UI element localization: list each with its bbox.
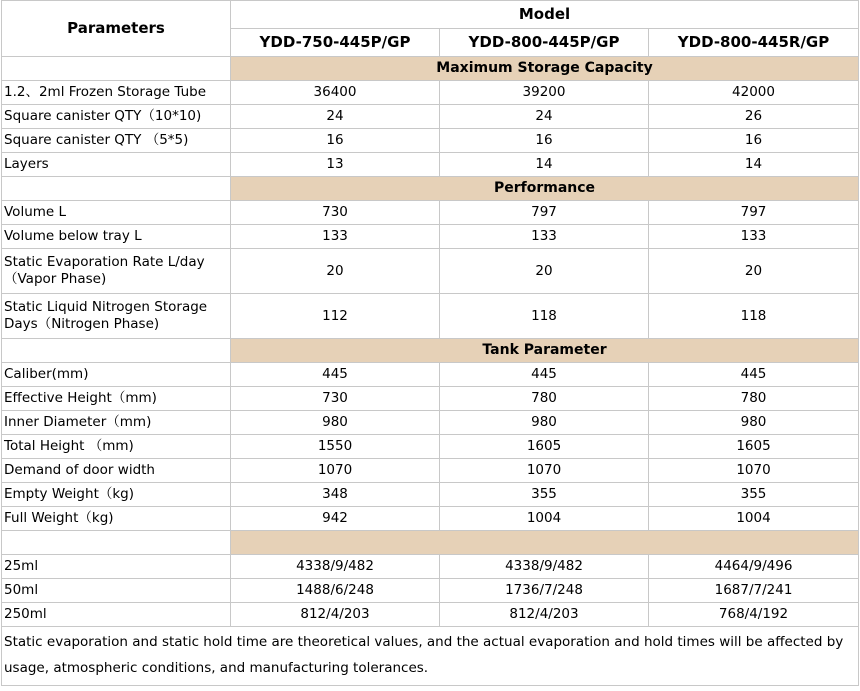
row-value: 4338/9/482	[440, 555, 649, 579]
model-name: YDD-800-445R/GP	[649, 29, 859, 57]
row-value: 355	[440, 483, 649, 507]
row-label: 25ml	[2, 555, 231, 579]
row-label: Square canister QTY （5*5)	[2, 129, 231, 153]
row-label: Static Evaporation Rate L/day（Vapor Phase)	[2, 249, 231, 294]
row-value: 133	[649, 225, 859, 249]
row-value: 730	[231, 201, 440, 225]
footnote-row	[2, 627, 859, 686]
table-row	[2, 507, 859, 531]
row-value: 13	[231, 153, 440, 177]
row-value: 980	[231, 411, 440, 435]
row-label: Inner Diameter（mm)	[2, 411, 231, 435]
table-row	[2, 387, 859, 411]
row-label: Empty Weight（kg)	[2, 483, 231, 507]
table-row	[2, 483, 859, 507]
row-value: 118	[649, 294, 859, 339]
row-value: 812/4/203	[231, 603, 440, 627]
table-row	[2, 81, 859, 105]
row-label: Layers	[2, 153, 231, 177]
row-value: 780	[440, 387, 649, 411]
section-spacer	[2, 339, 231, 363]
table-row	[2, 363, 859, 387]
table-row	[2, 294, 859, 339]
row-value: 1004	[440, 507, 649, 531]
row-value: 980	[440, 411, 649, 435]
row-label: 50ml	[2, 579, 231, 603]
row-value: 39200	[440, 81, 649, 105]
row-value: 797	[649, 201, 859, 225]
row-label: Volume L	[2, 201, 231, 225]
row-value: 1550	[231, 435, 440, 459]
table-row	[2, 435, 859, 459]
row-value: 1605	[649, 435, 859, 459]
row-value: 445	[440, 363, 649, 387]
section-row-tank	[2, 339, 859, 363]
row-label: Caliber(mm)	[2, 363, 231, 387]
row-label: Static Liquid Nitrogen Storage Days（Nitrogen Phase)	[2, 294, 231, 339]
row-value: 812/4/203	[440, 603, 649, 627]
row-value: 355	[649, 483, 859, 507]
section-spacer	[2, 177, 231, 201]
row-value: 4464/9/496	[649, 555, 859, 579]
row-value: 26	[649, 105, 859, 129]
table-row	[2, 153, 859, 177]
row-label: Demand of door width	[2, 459, 231, 483]
section-spacer	[2, 531, 231, 555]
row-value: 768/4/192	[649, 603, 859, 627]
table-row	[2, 129, 859, 153]
row-value: 780	[649, 387, 859, 411]
row-value: 24	[231, 105, 440, 129]
row-value: 20	[649, 249, 859, 294]
section-title-untitled	[231, 531, 859, 555]
section-spacer	[2, 57, 231, 81]
row-value: 1605	[440, 435, 649, 459]
row-value: 445	[649, 363, 859, 387]
row-value: 24	[440, 105, 649, 129]
row-value: 36400	[231, 81, 440, 105]
section-title-performance: Performance	[231, 177, 859, 201]
row-value: 112	[231, 294, 440, 339]
row-value: 730	[231, 387, 440, 411]
section-row-capacity	[2, 57, 859, 81]
row-value: 1070	[231, 459, 440, 483]
row-value: 4338/9/482	[231, 555, 440, 579]
spec-table	[1, 0, 859, 686]
model-name: YDD-800-445P/GP	[440, 29, 649, 57]
model-header: Model	[231, 1, 859, 29]
spec-table-body	[2, 1, 859, 686]
section-title-capacity: Maximum Storage Capacity	[231, 57, 859, 81]
row-label: 1.2、2ml Frozen Storage Tube	[2, 81, 231, 105]
section-title-tank: Tank Parameter	[231, 339, 859, 363]
row-value: 942	[231, 507, 440, 531]
row-label: 250ml	[2, 603, 231, 627]
row-value: 1687/7/241	[649, 579, 859, 603]
row-label: Volume below tray L	[2, 225, 231, 249]
row-value: 1736/7/248	[440, 579, 649, 603]
row-label: Full Weight（kg)	[2, 507, 231, 531]
row-value: 348	[231, 483, 440, 507]
table-row	[2, 579, 859, 603]
row-value: 797	[440, 201, 649, 225]
row-value: 1070	[440, 459, 649, 483]
table-row	[2, 603, 859, 627]
model-name: YDD-750-445P/GP	[231, 29, 440, 57]
row-value: 118	[440, 294, 649, 339]
row-value: 16	[231, 129, 440, 153]
header-row-1	[2, 1, 859, 29]
row-label: Total Height （mm)	[2, 435, 231, 459]
footnote: Static evaporation and static hold time are theoretical values, and the actual evaporation and hold times will be affected by usage, atmospheric conditions, and manufacturing tolerances.	[2, 627, 859, 686]
row-label: Effective Height（mm)	[2, 387, 231, 411]
row-value: 133	[440, 225, 649, 249]
section-row-performance	[2, 177, 859, 201]
row-value: 1004	[649, 507, 859, 531]
row-value: 14	[649, 153, 859, 177]
row-value: 20	[440, 249, 649, 294]
row-value: 1488/6/248	[231, 579, 440, 603]
table-row	[2, 555, 859, 579]
parameters-header: Parameters	[2, 1, 231, 57]
row-value: 133	[231, 225, 440, 249]
row-label: Square canister QTY（10*10)	[2, 105, 231, 129]
row-value: 445	[231, 363, 440, 387]
table-row	[2, 249, 859, 294]
row-value: 1070	[649, 459, 859, 483]
table-row	[2, 459, 859, 483]
table-row	[2, 225, 859, 249]
table-row	[2, 105, 859, 129]
row-value: 16	[440, 129, 649, 153]
row-value: 42000	[649, 81, 859, 105]
section-row-untitled	[2, 531, 859, 555]
row-value: 980	[649, 411, 859, 435]
table-row	[2, 411, 859, 435]
table-row	[2, 201, 859, 225]
row-value: 20	[231, 249, 440, 294]
row-value: 16	[649, 129, 859, 153]
row-value: 14	[440, 153, 649, 177]
